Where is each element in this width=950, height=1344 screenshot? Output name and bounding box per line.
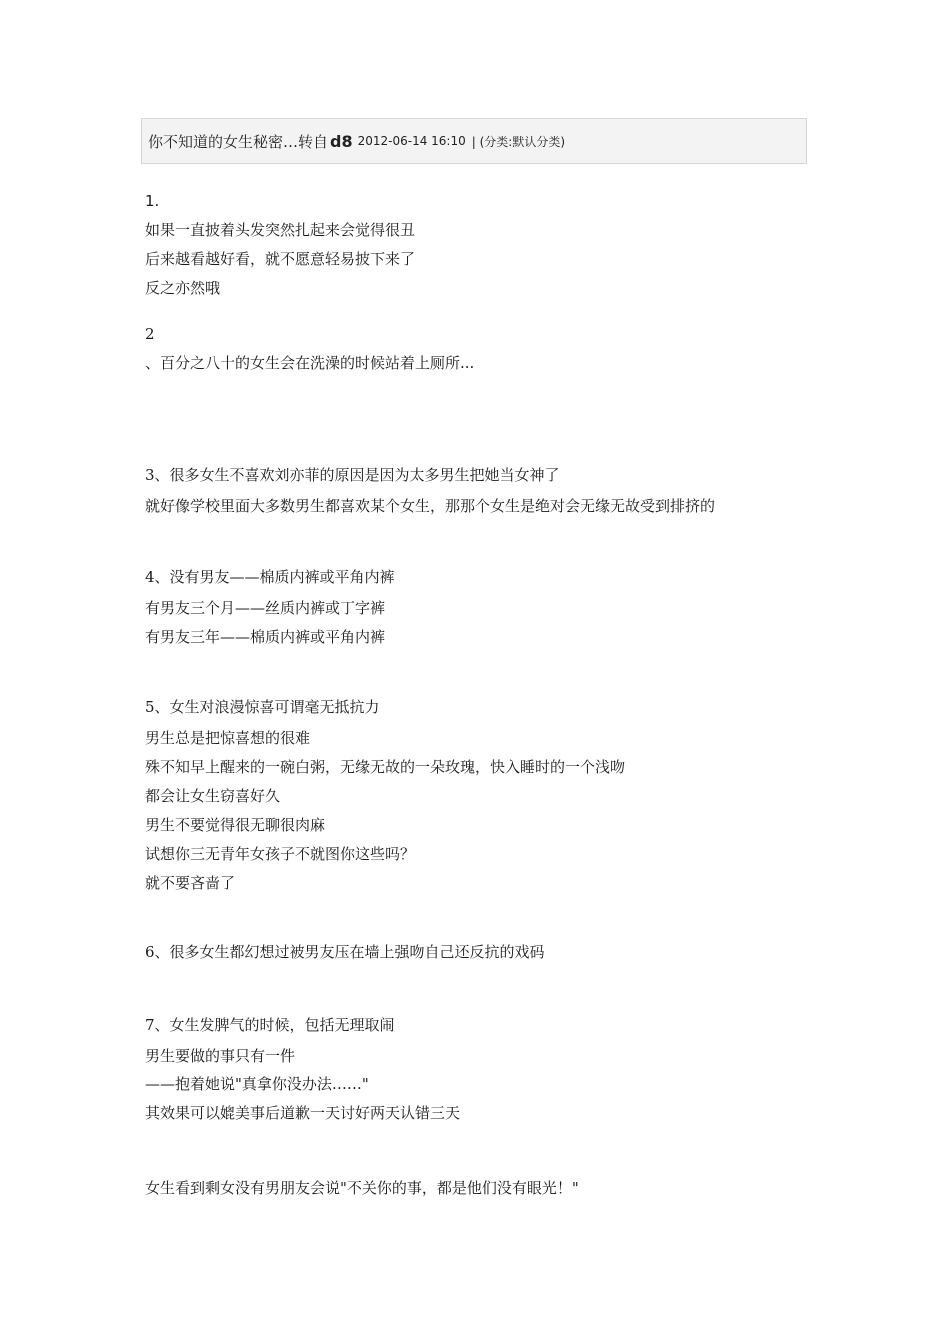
body-line: 都会让女生窃喜好久 (145, 787, 281, 805)
body-line: 6、很多女生都幻想过被男友压在墙上强吻自己还反抗的戏码 (145, 943, 545, 961)
body-line: 反之亦然哦 (145, 279, 221, 297)
post-category[interactable]: | (分类:默认分类) (471, 134, 566, 149)
post-header (141, 118, 807, 164)
body-line: 、百分之八十的女生会在洗澡的时候站着上厕所... (145, 354, 475, 372)
post-title: 你不知道的女生秘密…转自 (148, 132, 329, 151)
body-line: 就不要吝啬了 (145, 874, 236, 892)
body-line: 有男友三个月——丝质内裤或丁字裤 (145, 599, 386, 617)
post-author[interactable]: d8 (330, 131, 353, 151)
body-line: 男生要做的事只有一件 (145, 1047, 296, 1065)
body-line: 女生看到剩女没有男朋友会说"不关你的事，都是他们没有眼光！" (145, 1179, 579, 1197)
body-line: 其效果可以媲美事后道歉一天讨好两天认错三天 (145, 1104, 461, 1122)
body-line: 4、没有男友——棉质内裤或平角内裤 (145, 568, 395, 586)
body-line: 后来越看越好看，就不愿意轻易披下来了 (145, 250, 416, 268)
body-line: 殊不知早上醒来的一碗白粥，无缘无故的一朵玫瑰，快入睡时的一个浅吻 (145, 758, 626, 776)
body-line: 有男友三年——棉质内裤或平角内裤 (145, 628, 386, 646)
body-line: 就好像学校里面大多数男生都喜欢某个女生，那那个女生是绝对会无缘无故受到排挤的 (145, 497, 716, 515)
body-line: 5、女生对浪漫惊喜可谓毫无抵抗力 (145, 698, 380, 716)
item-2-number: 2 (145, 325, 155, 343)
body-line: 试想你三无青年女孩子不就图你这些吗？ (145, 845, 416, 863)
body-line: 男生不要觉得很无聊很肉麻 (145, 816, 326, 834)
post-date: 2012-06-14 16:10 (357, 134, 466, 148)
body-line: 7、女生发脾气的时候，包括无理取闹 (145, 1016, 395, 1034)
body-line: 如果一直披着头发突然扎起来会觉得很丑 (145, 221, 416, 239)
body-line: 男生总是把惊喜想的很难 (145, 729, 311, 747)
item-1-number: 1. (145, 192, 160, 210)
body-line: ——抱着她说"真拿你没办法……" (145, 1075, 369, 1093)
body-line: 3、很多女生不喜欢刘亦菲的原因是因为太多男生把她当女神了 (145, 466, 560, 484)
